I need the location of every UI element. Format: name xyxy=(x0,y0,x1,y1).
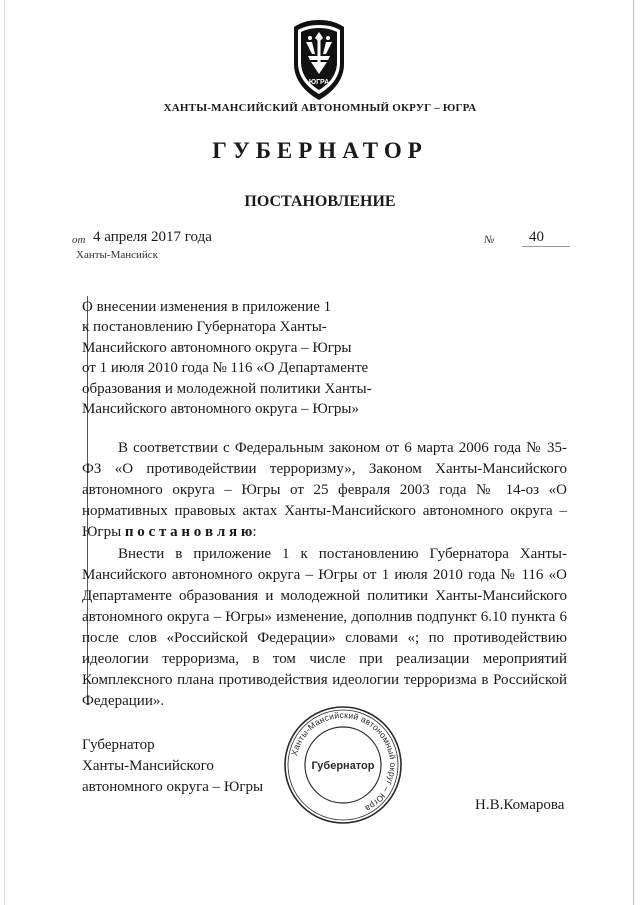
subject-line: Мансийского автономного округа – Югры» xyxy=(82,401,360,418)
stamp-ring-text: Ханты-Мансийский автономный округ – Югра xyxy=(288,709,399,814)
emblem-text: ЮГРА xyxy=(308,79,330,86)
region-title: ХАНТЫ-МАНСИЙСКИЙ АВТОНОМНЫЙ ОКРУГ – ЮГРА xyxy=(163,102,477,114)
document-city: Ханты-Мансийск xyxy=(76,249,159,261)
decree-keyword: п о с т а н о в л я ю xyxy=(124,524,253,540)
signature-line: Ханты-Мансийского xyxy=(82,758,214,774)
subject-line: Мансийского автономного округа – Югры xyxy=(82,339,352,356)
document-date: 4 апреля 2017 года xyxy=(93,229,212,245)
document-number: 40 xyxy=(529,229,544,245)
office-title: ГУБЕРНАТОР xyxy=(212,138,428,163)
paragraph-1-text: В соответствии с Федеральным законом от 6 марта 2006 года № 35-ФЗ «О противодействии терроризму», Законом Ханты-Мансийского автономного округа – Югры от 25 февраля 2003 года № 14-оз «О нормативных правовых актах Ханты-Мансийского автономного округа – Югры xyxy=(82,440,567,540)
stamp-center-text: Губернатор xyxy=(311,760,375,772)
scan-edge-left xyxy=(4,0,5,905)
document-type-title: ПОСТАНОВЛЕНИЕ xyxy=(244,193,396,210)
signature-line: автономного округа – Югры xyxy=(82,779,264,795)
body-paragraph-1 xyxy=(82,438,567,543)
signature-title-block xyxy=(82,735,263,798)
subject-line: от 1 июля 2010 года № 116 «О Департаменте xyxy=(82,360,369,377)
subject-line: к постановлению Губернатора Ханты- xyxy=(82,319,327,336)
number-mark: № xyxy=(484,234,495,246)
official-stamp xyxy=(282,704,404,826)
body-paragraph-2: Внести в приложение 1 к постановлению Губернатора Ханты-Мансийского автономного округа – Югры от 1 июля 2010 года № 116 «О Департаменте образования и молодежной политики Ханты-Мансийского автономного округа – Югры» изменение, дополнив подпункт 6.10 пункта 6 после слов «Российской Федерации» словами «; по противодействию идеологии терроризма, в том числе при реализации мероприятий Комплексного плана противодействия идеологии терроризма в Российской Федерации». xyxy=(82,546,567,709)
document-subject xyxy=(82,297,382,419)
scan-edge-right xyxy=(633,0,634,905)
date-prefix: от xyxy=(72,234,86,246)
signature-line: Губернатор xyxy=(82,737,155,753)
coat-of-arms-icon xyxy=(286,18,352,104)
subject-line: О внесении изменения в приложение 1 xyxy=(82,299,332,315)
number-underline xyxy=(522,246,570,247)
paragraph-1-colon: : xyxy=(252,524,257,540)
signatory-name: Н.В.Комарова xyxy=(475,797,565,813)
subject-line: образования и молодежной политики Ханты- xyxy=(82,380,372,397)
